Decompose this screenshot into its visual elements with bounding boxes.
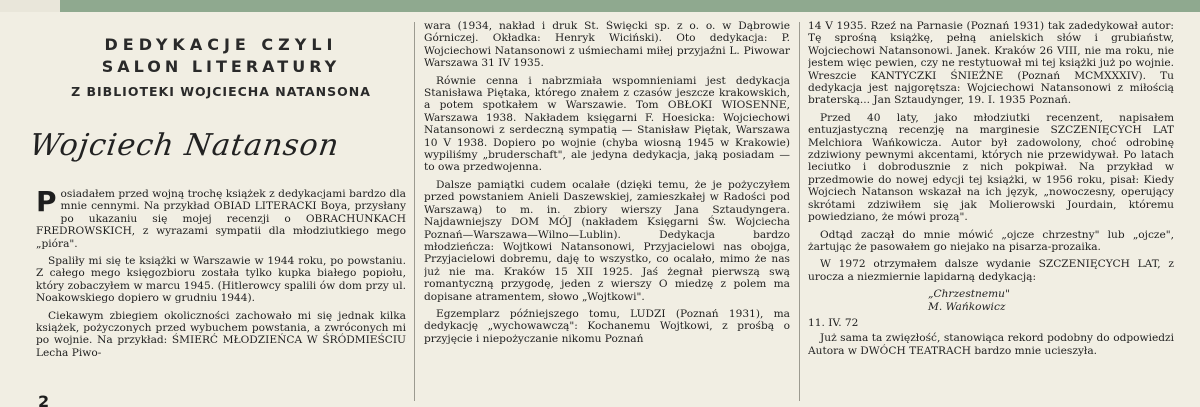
author-signature: Wojciech Natanson <box>27 128 342 163</box>
article-title-line-2: SALON LITERATURY <box>101 57 341 76</box>
paragraph-2: Spaliły mi się te książki w Warszawie w 1944 roku, po powstaniu. Z całego mego księgozbioru została tylko kupka białego popiołu, który zobaczyłem w marcu 1945. (Hitlerowcy spalili ów dom przy ul. Noakowskiego dopiero w grudniu 1944). <box>36 255 406 305</box>
column-3 <box>808 20 1174 407</box>
paragraph-1-text: osiadałem przed wojną trochę książek z dedykacjami bardzo dla mnie cennymi. Na przykład OBIAD LITERACKI Boya, przysłany po ukazaniu się mojej recenzji o OBRACHUNKACH FREDROWSKICH, z wyrazami sympatii dla młodziutkiego mego „pióra". <box>36 188 406 250</box>
article-subtitle: Z BIBLIOTEKI WOJCIECHA NATANSONA <box>71 84 371 99</box>
column-divider-1 <box>414 22 415 401</box>
dedication-line-2: M. Wańkowicz <box>928 300 1006 313</box>
dedication-line-1: „Chrzestnemu" <box>928 288 1010 301</box>
col2-paragraph-4: Egzemplarz późniejszego tomu, LUDZI (Poznań 1931), ma dedykację „wychowawczą": Kochanemu Wojtkowi, z prośbą o przyjęcie i niepożyczanie nikomu Poznań <box>424 307 790 345</box>
col3-paragraph-3: Odtąd zaczął do mnie mówić „ojcze chrzestny" lub „ojcze", żartując że pasowałem go niejako na pisarza-prozaika. <box>808 228 1174 253</box>
col3-paragraph-4: W 1972 otrzymałem dalsze wydanie SZCZENIĘCYCH LAT, z urocza a niezmiernie lapidarną dedykacją: <box>808 258 1174 283</box>
dedication-date: 11. IV. 72 <box>808 316 859 329</box>
col2-paragraph-1: wara (1934, nakład i druk St. Święcki sp. z o. o. w Dąbrowie Górniczej. Okładka: Henryk Wiciński). Oto dedykacja: P. Wojciechowi Natansonowi z uśmiechami miłej przyjaźni L. Piwowar Warszawa 31 IV 1935. <box>424 20 790 70</box>
column-1-body <box>36 188 406 398</box>
article-title-line-1: DEDYKACJE CZYLI <box>104 35 338 54</box>
page-number: 2 <box>38 392 50 407</box>
drop-cap: P <box>36 188 57 218</box>
col3-paragraph-1: 14 V 1935. Rzeź na Parnasie (Poznań 1931) tak zadedykował autor: Tę sprośną książkę, pełną anielskich słów i grubiaństw, Wojciechowi Natansonowi. Janek. Kraków 26 VIII, nie ma roku, nie jestem więc pewien, czy ne restytuował mi tej książki już po wojnie. Wreszcie KANTYCZKI ŚNIEŻNE (Poznań MCMXXXIV). Tu dedykacja jest najgorętsza: Wojciechowi Natansonowi z miłością braterską... Jan Sztaudynger, 19. I. 1935 Poznań. <box>808 20 1174 107</box>
col3-paragraph-2: Przed 40 laty, jako młodziutki recenzent, napisałem entuzjastyczną recenzję na marginesie SZCZENIĘCYCH LAT Melchiora Wańkowicza. Autor był zadowolony, choć odrobinę zdziwiony pewnymi akcentami, których nie przewidywał. Po latach leciutko i dobrodusznie z nich pokpiwał. Na przykład w przedmowie do nowej edycji tej książki, w 1956 roku, pisał: Kiedy Wojciech Natanson wskazał na ich język, „nowoczesny, operujący skrótami zdziwiłem się jak Molierowski Jourdain, któremu powiedziano, że mówi prozą". <box>808 111 1174 224</box>
col3-paragraph-5: Już sama ta zwięzłość, stanowiąca rekord podobny do odpowiedzi Autora w DWÓCH TEATRACH bardzo mnie ucieszyła. <box>808 332 1174 357</box>
paragraph-1 <box>36 188 406 250</box>
column-divider-2 <box>799 22 800 401</box>
col2-paragraph-2: Równie cenna i nabrzmiała wspomnieniami jest dedykacja Stanisława Piętaka, którego znałem z czasów jeszcze krakowskich, a potem spotkałem w Warszawie. Tom OBŁOKI WIOSENNE, Warszawa 1938. Nakładem księgarni F. Hoesicka: Wojciechowi Natansonowi z serdeczną sympatią — Stanisław Piętak, Warszawa 10 V 1938. Dopiero po wojnie (chyba wiosną 1945 w Krakowie) wypiliśmy „bruderschaft", ale jedyna dedykacja, jaką posiadam — to owa przedwojenna. <box>424 74 790 174</box>
col2-paragraph-3: Dalsze pamiątki cudem ocalałe (dzięki temu, że je pożyczyłem przed powstaniem Anieli Daszewskiej, zamieszkałej w Radości pod Warszawą) to m. in. zbiory wierszy Jana Sztaudyngera. Najdawniejszy DOM MÓJ (nakładem Księgarni Św. Wojciecha Poznań—Warszawa—Wilno—Lublin). Dedykacja bardzo młodzieńcza: Wojtkowi Natansonowi, Przyjacielowi nas obojga, Przyjacielowi dobremu, daję to wszystko, co ocalało, mimo że nas już nie ma. Kraków 15 XII 1925. Jaś żegnał pierwszą swą romantyczną przygodę, jeden z wierszy O miedzę z polem ma dopisane atramentem, słowo „Wojtkowi". <box>424 178 790 303</box>
paragraph-3: Ciekawym zbiegiem okoliczności zachowało mi się jednak kilka książek, pożyczonych przed wybuchem powstania, a zwróconych mi po wojnie. Na przykład: ŚMIERĆ MŁODZIEŃCA W ŚRÓDMIEŚCIU Lecha Piwo- <box>36 309 406 359</box>
top-color-band <box>0 0 1200 12</box>
column-2 <box>424 20 790 407</box>
